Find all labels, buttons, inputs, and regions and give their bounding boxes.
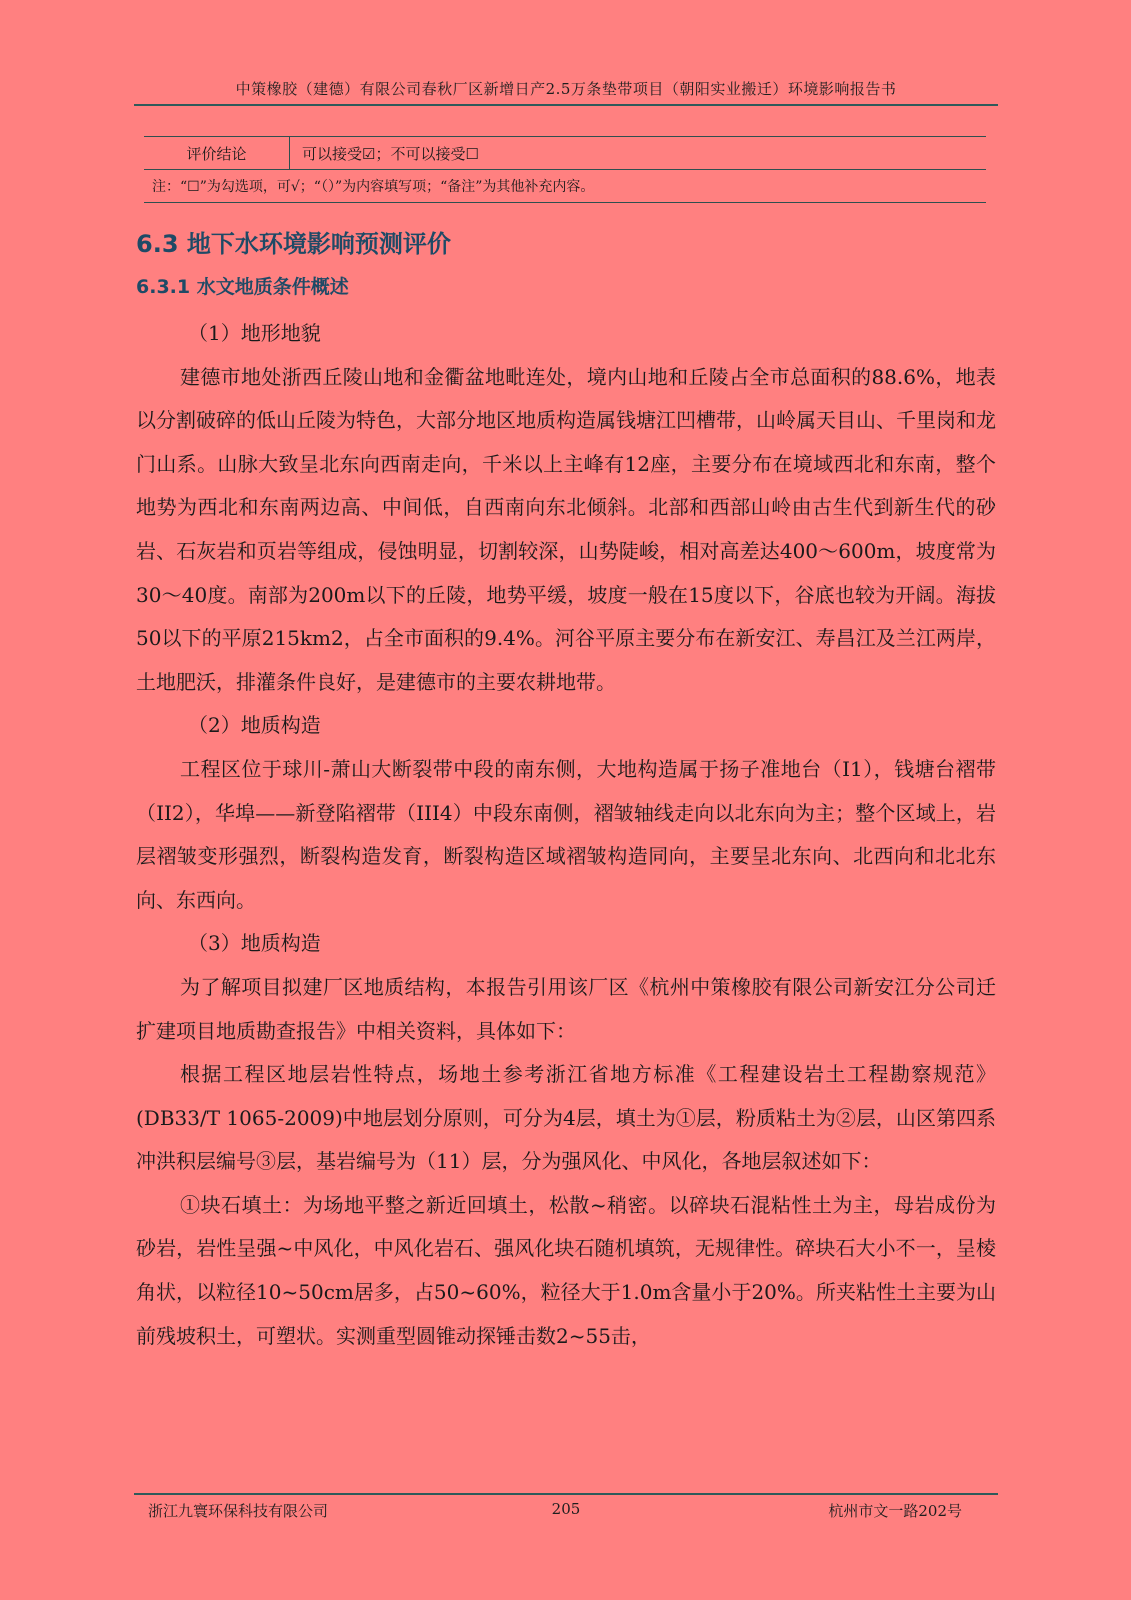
page-footer <box>134 1500 998 1524</box>
evaluation-label: 评价结论 <box>144 137 290 170</box>
subheading-terrain: （1）地形地貌 <box>188 321 321 345</box>
section-heading: 6.3 地下水环境影响预测评价 <box>136 230 451 258</box>
subheading-geology: （2）地质构造 <box>188 713 321 738</box>
table-note: 注：“☐”为勾选项，可√；“（）”为内容填写项；“备注”为其他补充内容。 <box>144 170 986 203</box>
page-number: 205 <box>551 1500 581 1518</box>
paragraph: ①块石填土：为场地平整之新近回填土，松散~稍密。以碎块石混粘性土为主，母岩成份为砂岩，岩性呈强~中风化，中风化岩石、强风化块石随机填筑，无规律性。碎块石大小不一，呈棱角状，以粒径10~50cm居多，占50~60%，粒径大于1.0m含量小于20%。所夹粘性土主要为山前残坡积土，可塑状。实测重型圆锥动探锤击数2~55击， <box>136 1192 996 1348</box>
paragraph: 工程区位于球川-萧山大断裂带中段的南东侧，大地构造属于扬子准地台（I1），钱塘台褶带（II2），华埠——新登陷褶带（III4）中段东南侧，褶皱轴线走向以北东向为主；整个区域上，岩层褶皱变形强烈，断裂构造发育，断裂构造区域褶皱构造同向，主要呈北东向、北西向和北北东向、东西向。 <box>136 756 996 912</box>
footer-company: 浙江九寰环保科技有限公司 <box>148 1502 329 1520</box>
running-header: 中策橡胶（建德）有限公司春秋厂区新增日产2.5万条垫带项目（朝阳实业搬迁）环境影响报告书 <box>235 80 897 98</box>
footer-address: 杭州市文一路202号 <box>828 1502 962 1520</box>
subsection-heading: 6.3.1 水文地质条件概述 <box>136 276 349 298</box>
subheading-geology-structure: （3）地质构造 <box>188 931 321 956</box>
paragraph: 建德市地处浙西丘陵山地和金衢盆地毗连处，境内山地和丘陵占全市总面积的88.6%，地表以分割破碎的低山丘陵为特色，大部分地区地质构造属钱塘江凹槽带，山岭属天目山、千里岗和龙门山系。山脉大致呈北东向西南走向，千米以上主峰有12座，主要分布在境域西北和东南，整个地势为西北和东南两边高、中间低，自西南向东北倾斜。北部和西部山岭由古生代到新生代的砂岩、石灰岩和页岩等组成，侵蚀明显，切割较深，山势陡峻，相对高差达400～600m，坡度常为30～40度。南部为200m以下的丘陵，地势平缓，坡度一般在15度以下，谷底也较为开阔。海拔50以下的平原215km2，占全市面积的9.4%。河谷平原主要分布在新安江、寿昌江及兰江两岸，土地肥沃，排灌条件良好，是建德市的主要农耕地带。 <box>136 364 996 694</box>
paragraph: 根据工程区地层岩性特点，场地土参考浙江省地方标准《工程建设岩土工程勘察规范》(DB33/T 1065-2009)中地层划分原则，可分为4层，填土为①层，粉质粘土为②层，山区第四系冲洪积层编号③层，基岩编号为（11）层，分为强风化、中风化，各地层叙述如下： <box>136 1062 996 1174</box>
header-rule <box>134 104 998 106</box>
table-row <box>144 137 986 170</box>
body-text <box>136 312 996 1358</box>
paragraph: 为了解项目拟建厂区地质结构，本报告引用该厂区《杭州中策橡胶有限公司新安江分公司迁扩建项目地质勘查报告》中相关资料，具体如下： <box>136 974 996 1043</box>
footer-rule <box>134 1493 998 1495</box>
table-row <box>144 170 986 203</box>
evaluation-table <box>144 136 986 203</box>
evaluation-value: 可以接受☑；不可以接受☐ <box>290 137 987 170</box>
